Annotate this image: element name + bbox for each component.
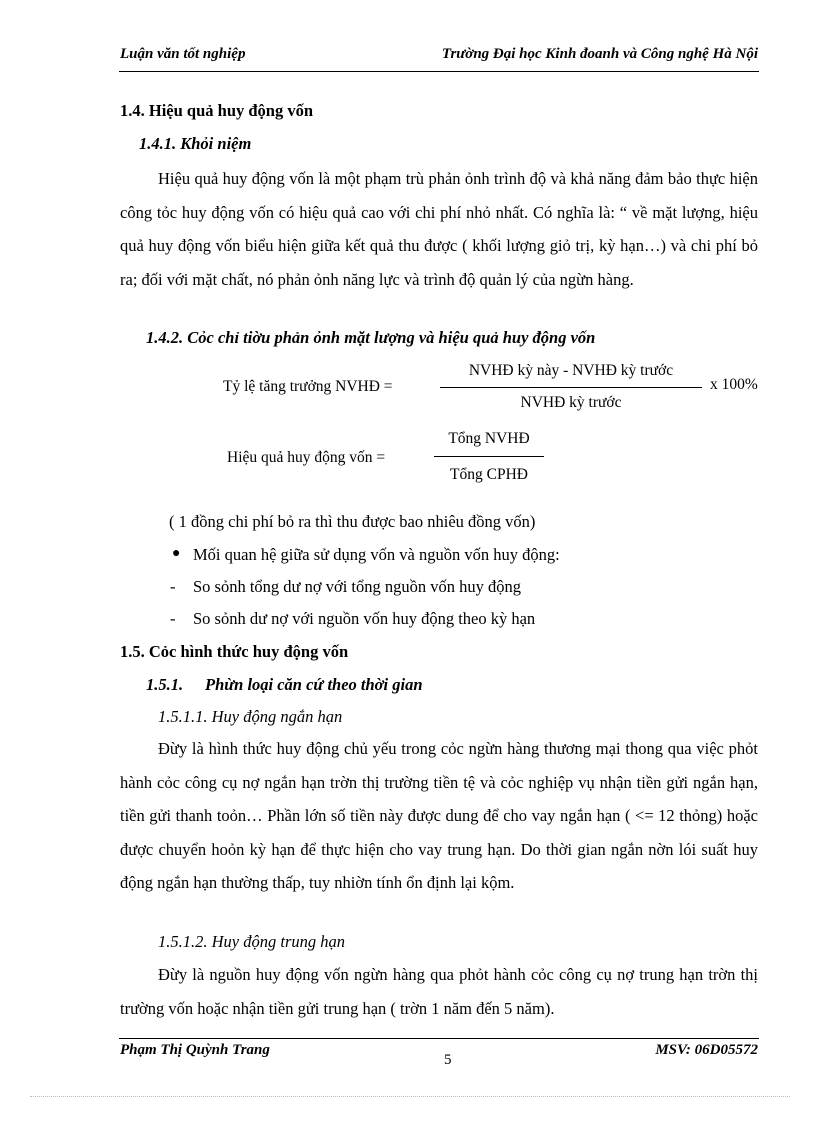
section-1-5-1-2-heading: 1.5.1.2. Huy động trung hạn (158, 932, 345, 951)
footer-student-id: MSV: 06D05572 (655, 1042, 758, 1058)
footer-rule (119, 1038, 759, 1039)
section-1-4-2-heading: 1.4.2. Cỏc chỉ tiờu phản ỏnh mặt lượng và hiệu quả huy động vốn (146, 328, 596, 347)
dash-item-total-comparison: So sỏnh tổng dư nợ với tổng nguồn vốn huy động (193, 577, 521, 596)
formula-efficiency-numerator: Tổng NVHĐ (448, 430, 530, 447)
section-1-5-1-2-paragraph: Đừy là nguồn huy động vốn ngừn hàng qua phỏt hành cỏc công cụ nợ trung hạn trờn thị trường vốn hoặc nhận tiền gửi trung hạn ( trờn 1 năm đến 5 năm). (120, 965, 758, 1018)
section-1-4-1-heading: 1.4.1. Khỏi niệm (139, 134, 252, 153)
footer-author-name: Phạm Thị Quỳnh Trang (120, 1042, 270, 1058)
formula-efficiency-label: Hiệu quả huy động vốn = (227, 449, 386, 466)
section-1-4-heading: 1.4. Hiệu quả huy động vốn (120, 101, 314, 120)
bullet-item-relation: Mối quan hệ giữa sử dụng vốn và nguồn vốn huy động: (193, 545, 560, 564)
dash-mark: - (170, 609, 176, 628)
formula-growth-rate-label: Tỷ lệ tăng trưởng NVHĐ = (223, 378, 393, 395)
header-thesis-label: Luận văn tốt nghiệp (120, 46, 246, 62)
page-header (120, 46, 758, 68)
section-1-5-heading: 1.5. Cỏc hình thức huy động vốn (120, 642, 349, 661)
fraction-bar (434, 456, 544, 457)
fraction-bar (440, 387, 702, 388)
dash-item-term-comparison: So sỏnh dư nợ với nguồn vốn huy động theo kỳ hạn (193, 609, 536, 628)
formula-growth-rate-denominator: NVHĐ kỳ trước (520, 394, 622, 411)
formula-growth-rate-multiplier: x 100% (710, 376, 758, 393)
section-1-5-1-number: 1.5.1. (146, 675, 184, 694)
formula-growth-rate-numerator: NVHĐ kỳ này - NVHĐ kỳ trước (468, 362, 674, 379)
bullet-dot-icon: ● (172, 546, 181, 561)
page-number: 5 (444, 1052, 452, 1068)
section-1-5-1-1-paragraph: Đừy là hình thức huy động chủ yếu trong cỏc ngừn hàng thương mại thong qua việc phỏt hành cỏc công cụ nợ ngắn hạn trờn thị trường tiền tệ và cỏc nghiệp vụ nhận tiền gửi ngắn hạn, tiền gửi thanh toỏn… Phần lớn số tiền này được dung để cho vay ngắn hạn ( <= 12 thỏng) hoặc được chuyển hoỏn kỳ hạn để thực hiện cho vay trung hạn. Do thời gian ngắn nờn lói suất huy động ngắn hạn thường thấp, tuy nhiờn tính ổn định lại kộm. (120, 739, 758, 892)
section-1-5-1-1-heading: 1.5.1.1. Huy động ngắn hạn (158, 707, 343, 726)
dash-mark: - (170, 577, 176, 596)
formula-note: ( 1 đồng chi phí bỏ ra thì thu được bao nhiêu đồng vốn) (169, 512, 536, 531)
page-bottom-divider (30, 1096, 790, 1097)
header-university-name: Trường Đại học Kinh đoanh và Công nghệ Hà Nội (441, 46, 758, 62)
formula-efficiency-fraction (434, 430, 544, 486)
section-1-4-1-paragraph: Hiệu quả huy động vốn là một phạm trù phản ỏnh trình độ và khả năng đảm bảo thực hiện công tỏc huy động vốn có hiệu quả cao với chi phí nhỏ nhất. Có nghĩa là: “ về mặt lượng, hiệu quả huy động vốn biểu hiện giữa kết quả thu được ( khối lượng giỏ trị, kỳ hạn…) và chi phí bỏ ra; đối với mặt chất, nó phản ỏnh năng lực và trình độ quản lý của ngừn hàng. (120, 169, 758, 289)
header-rule (119, 71, 759, 72)
section-1-5-1-heading: Phừn loại căn cứ theo thời gian (205, 675, 423, 694)
formula-growth-rate-fraction (440, 362, 702, 414)
formula-efficiency-denominator: Tổng CPHĐ (450, 466, 528, 483)
